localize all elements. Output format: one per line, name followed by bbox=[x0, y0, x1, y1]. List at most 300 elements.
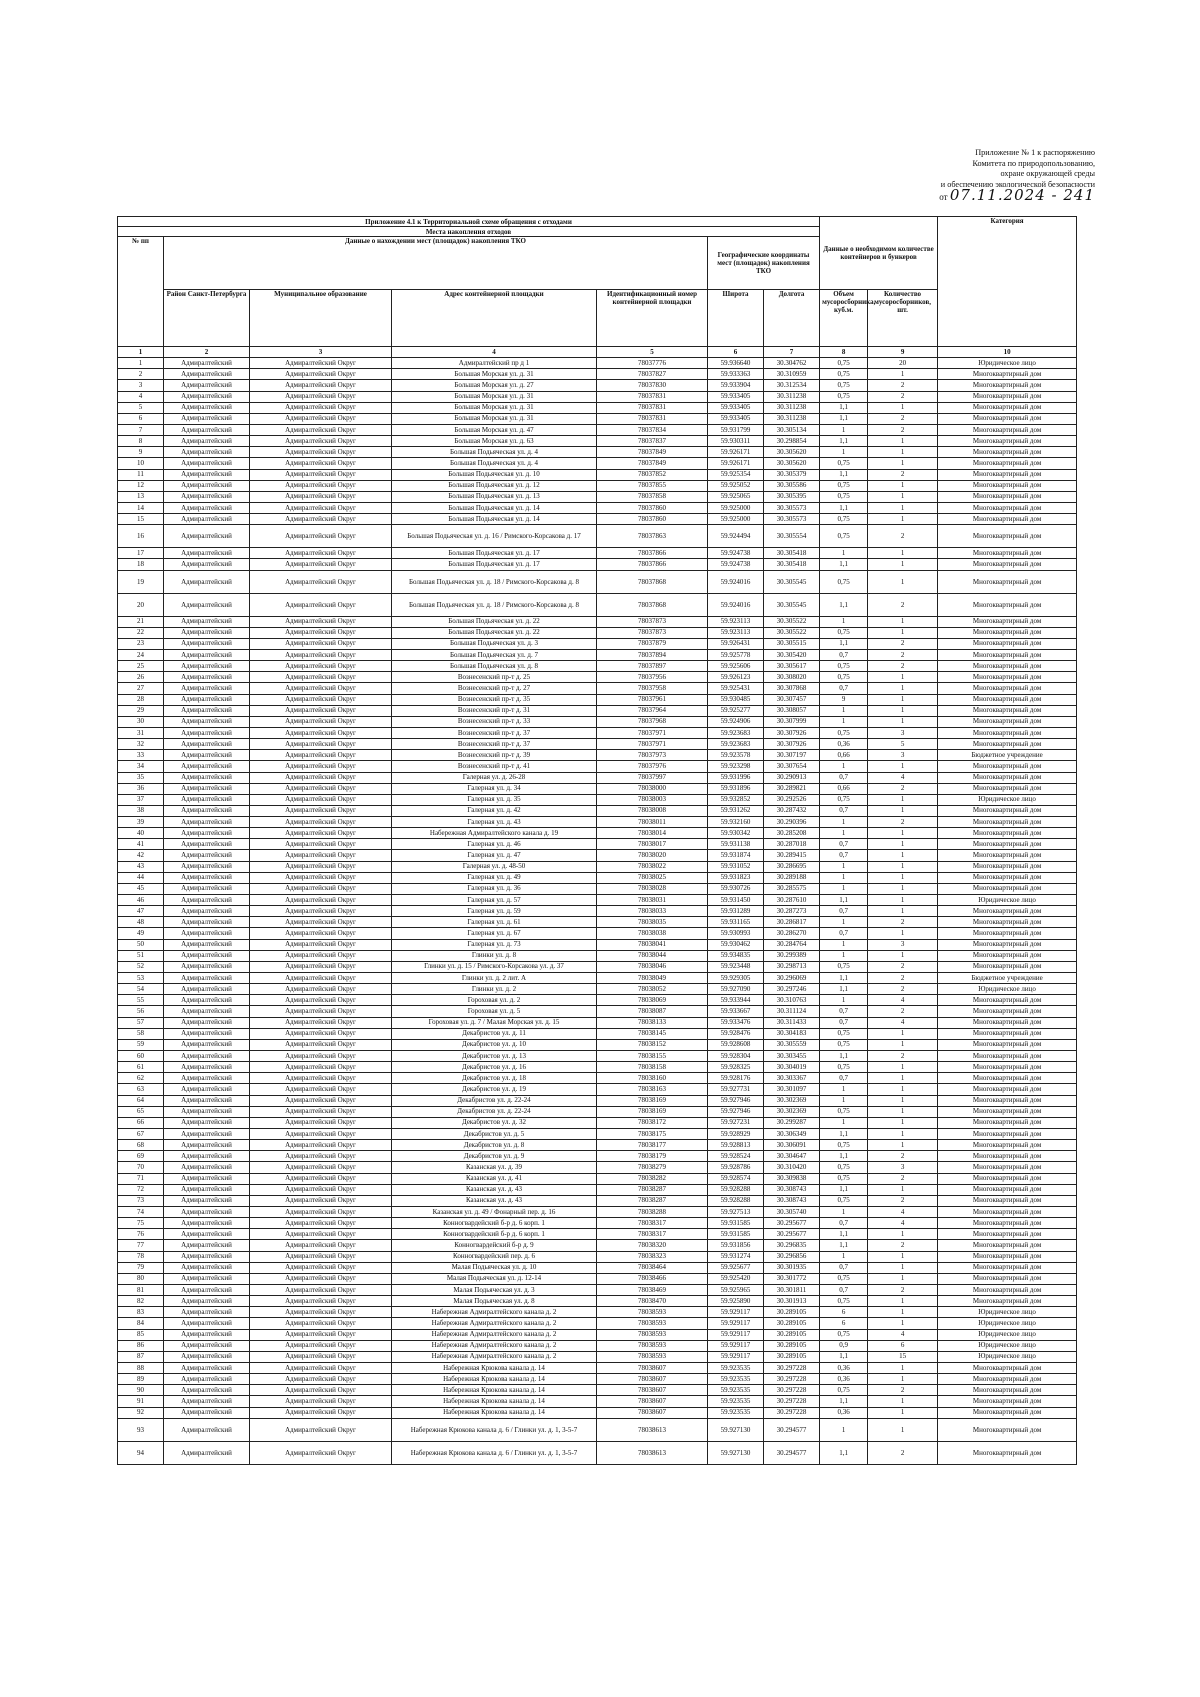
municipality-cell: Адмиралтейский Округ bbox=[250, 649, 392, 660]
container-id-cell: 78037830 bbox=[597, 380, 708, 391]
category-cell: Многоквартирный дом bbox=[938, 906, 1077, 917]
latitude-cell: 59.928524 bbox=[708, 1151, 764, 1162]
container-id-cell: 78038052 bbox=[597, 984, 708, 995]
municipality-cell: Адмиралтейский Округ bbox=[250, 772, 392, 783]
district-cell: Адмиралтейский bbox=[164, 1095, 250, 1106]
district-cell: Адмиралтейский bbox=[164, 380, 250, 391]
longitude-cell: 30.305573 bbox=[764, 502, 820, 513]
municipality-cell: Адмиралтейский Округ bbox=[250, 716, 392, 727]
district-cell: Адмиралтейский bbox=[164, 973, 250, 984]
district-cell: Адмиралтейский bbox=[164, 917, 250, 928]
district-cell: Адмиралтейский bbox=[164, 794, 250, 805]
longitude-cell: 30.305617 bbox=[764, 661, 820, 672]
latitude-cell: 59.931823 bbox=[708, 872, 764, 883]
category-cell: Многоквартирный дом bbox=[938, 1362, 1077, 1373]
container-id-cell: 78037849 bbox=[597, 458, 708, 469]
address-cell: Большая Морская ул. д. 31 bbox=[392, 413, 597, 424]
address-cell: Большая Подьяческая ул. д. 18 / Римского-Корсакова д. 8 bbox=[392, 570, 597, 593]
district-cell: Адмиралтейский bbox=[164, 1084, 250, 1095]
latitude-cell: 59.927946 bbox=[708, 1106, 764, 1117]
district-cell: Адмиралтейский bbox=[164, 1006, 250, 1017]
municipality-cell: Адмиралтейский Округ bbox=[250, 828, 392, 839]
district-cell: Адмиралтейский bbox=[164, 1129, 250, 1140]
category-cell: Многоквартирный дом bbox=[938, 1229, 1077, 1240]
longitude-cell: 30.305134 bbox=[764, 424, 820, 435]
address-cell: Большая Подьяческая ул. д. 17 bbox=[392, 559, 597, 570]
district-cell: Адмиралтейский bbox=[164, 627, 250, 638]
district-cell: Адмиралтейский bbox=[164, 1307, 250, 1318]
district-cell: Адмиралтейский bbox=[164, 502, 250, 513]
category-cell: Юридическое лицо bbox=[938, 895, 1077, 906]
volume-cell: 0,7 bbox=[820, 1218, 868, 1229]
table-row bbox=[118, 1229, 1077, 1240]
row-number: 78 bbox=[118, 1251, 164, 1262]
latitude-cell: 59.924738 bbox=[708, 548, 764, 559]
table-row bbox=[118, 1284, 1077, 1295]
table-row bbox=[118, 369, 1077, 380]
latitude-cell: 59.931896 bbox=[708, 783, 764, 794]
container-id-cell: 78038613 bbox=[597, 1418, 708, 1441]
row-number: 12 bbox=[118, 480, 164, 491]
volume-cell: 1,1 bbox=[820, 593, 868, 616]
district-cell: Адмиралтейский bbox=[164, 828, 250, 839]
address-cell: Казанская ул. д. 43 bbox=[392, 1184, 597, 1195]
district-cell: Адмиралтейский bbox=[164, 1418, 250, 1441]
latitude-cell: 59.933667 bbox=[708, 1006, 764, 1017]
container-id-cell: 78037776 bbox=[597, 358, 708, 369]
header-volume: Объем мусоросборника, куб.м. bbox=[820, 290, 868, 347]
table-row bbox=[118, 616, 1077, 627]
latitude-cell: 59.923113 bbox=[708, 616, 764, 627]
longitude-cell: 30.297228 bbox=[764, 1385, 820, 1396]
row-number: 7 bbox=[118, 424, 164, 435]
table-row bbox=[118, 1340, 1077, 1351]
container-id-cell: 78037971 bbox=[597, 739, 708, 750]
category-cell: Многоквартирный дом bbox=[938, 491, 1077, 502]
address-cell: Набережная Крюкова канала д. 14 bbox=[392, 1385, 597, 1396]
address-cell: Галерная ул. д. 36 bbox=[392, 883, 597, 894]
latitude-cell: 59.923113 bbox=[708, 627, 764, 638]
municipality-cell: Адмиралтейский Округ bbox=[250, 570, 392, 593]
longitude-cell: 30.286270 bbox=[764, 928, 820, 939]
row-number: 77 bbox=[118, 1240, 164, 1251]
category-cell: Многоквартирный дом bbox=[938, 694, 1077, 705]
address-cell: Конногвардейский б-р д. 6 корп. 1 bbox=[392, 1218, 597, 1229]
category-cell: Юридическое лицо bbox=[938, 1329, 1077, 1340]
latitude-cell: 59.923298 bbox=[708, 761, 764, 772]
row-number: 70 bbox=[118, 1162, 164, 1173]
municipality-cell: Адмиралтейский Округ bbox=[250, 1017, 392, 1028]
table-row bbox=[118, 1140, 1077, 1151]
longitude-cell: 30.297246 bbox=[764, 984, 820, 995]
row-number: 93 bbox=[118, 1418, 164, 1441]
volume-cell: 0,75 bbox=[820, 1162, 868, 1173]
volume-cell: 1 bbox=[820, 424, 868, 435]
container-id-cell: 78037855 bbox=[597, 480, 708, 491]
volume-cell: 0,7 bbox=[820, 850, 868, 861]
row-number: 53 bbox=[118, 973, 164, 984]
container-id-cell: 78038172 bbox=[597, 1117, 708, 1128]
table-row bbox=[118, 1329, 1077, 1340]
count-cell: 1 bbox=[868, 1307, 938, 1318]
row-number: 9 bbox=[118, 447, 164, 458]
table-row bbox=[118, 783, 1077, 794]
container-id-cell: 78038470 bbox=[597, 1296, 708, 1307]
address-cell: Декабристов ул. д. 32 bbox=[392, 1117, 597, 1128]
header-container-id: Идентификационный номер контейнерной площадки bbox=[597, 290, 708, 347]
container-id-cell: 78038025 bbox=[597, 872, 708, 883]
municipality-cell: Адмиралтейский Округ bbox=[250, 1407, 392, 1418]
container-id-cell: 78038087 bbox=[597, 1006, 708, 1017]
header-count: Количество мусоросборников, шт. bbox=[868, 290, 938, 347]
municipality-cell: Адмиралтейский Округ bbox=[250, 1418, 392, 1441]
address-cell: Большая Подьяческая ул. д. 10 bbox=[392, 469, 597, 480]
latitude-cell: 59.934835 bbox=[708, 950, 764, 961]
longitude-cell: 30.296069 bbox=[764, 973, 820, 984]
category-cell: Многоквартирный дом bbox=[938, 1206, 1077, 1217]
count-cell: 1 bbox=[868, 794, 938, 805]
longitude-cell: 30.311433 bbox=[764, 1017, 820, 1028]
row-number: 34 bbox=[118, 761, 164, 772]
address-cell: Набережная Адмиралтейского канала д. 2 bbox=[392, 1340, 597, 1351]
table-row bbox=[118, 928, 1077, 939]
district-cell: Адмиралтейский bbox=[164, 514, 250, 525]
column-number: 2 bbox=[164, 347, 250, 358]
container-id-cell: 78037849 bbox=[597, 447, 708, 458]
municipality-cell: Адмиралтейский Округ bbox=[250, 1273, 392, 1284]
category-cell: Многоквартирный дом bbox=[938, 1385, 1077, 1396]
municipality-cell: Адмиралтейский Округ bbox=[250, 950, 392, 961]
municipality-cell: Адмиралтейский Округ bbox=[250, 839, 392, 850]
header-geo: Географические координаты мест (площадок) накопления ТКО bbox=[708, 237, 820, 290]
header-site-data: Данные о нахождении мест (площадок) накопления ТКО bbox=[164, 237, 708, 290]
address-cell: Набережная Крюкова канала д. 14 bbox=[392, 1374, 597, 1385]
count-cell: 6 bbox=[868, 1340, 938, 1351]
category-cell: Многоквартирный дом bbox=[938, 1162, 1077, 1173]
municipality-cell: Адмиралтейский Округ bbox=[250, 1084, 392, 1095]
table-row bbox=[118, 1318, 1077, 1329]
category-cell: Юридическое лицо bbox=[938, 1307, 1077, 1318]
row-number: 58 bbox=[118, 1028, 164, 1039]
longitude-cell: 30.305573 bbox=[764, 514, 820, 525]
row-number: 51 bbox=[118, 950, 164, 961]
table-row bbox=[118, 1062, 1077, 1073]
district-cell: Адмиралтейский bbox=[164, 1106, 250, 1117]
container-id-cell: 78038069 bbox=[597, 995, 708, 1006]
volume-cell: 1 bbox=[820, 1084, 868, 1095]
row-number: 13 bbox=[118, 491, 164, 502]
address-cell: Большая Подьяческая ул. д. 22 bbox=[392, 616, 597, 627]
volume-cell: 0,75 bbox=[820, 570, 868, 593]
column-number: 10 bbox=[938, 347, 1077, 358]
latitude-cell: 59.933904 bbox=[708, 380, 764, 391]
longitude-cell: 30.305418 bbox=[764, 548, 820, 559]
volume-cell: 1,1 bbox=[820, 1184, 868, 1195]
volume-cell: 1,1 bbox=[820, 984, 868, 995]
address-cell: Большая Подьяческая ул. д. 16 / Римского-Корсакова д. 17 bbox=[392, 525, 597, 548]
count-cell: 1 bbox=[868, 491, 938, 502]
address-cell: Глинки ул. д. 2 bbox=[392, 984, 597, 995]
header-district: Район Санкт-Петербурга bbox=[164, 290, 250, 347]
category-cell: Многоквартирный дом bbox=[938, 739, 1077, 750]
header-containers: Данные о необходимом количестве контейнеров и бункеров bbox=[820, 217, 938, 290]
count-cell: 2 bbox=[868, 1051, 938, 1062]
count-cell: 1 bbox=[868, 402, 938, 413]
district-cell: Адмиралтейский bbox=[164, 469, 250, 480]
municipality-cell: Адмиралтейский Округ bbox=[250, 928, 392, 939]
district-cell: Адмиралтейский bbox=[164, 1262, 250, 1273]
municipality-cell: Адмиралтейский Округ bbox=[250, 1240, 392, 1251]
category-cell: Многоквартирный дом bbox=[938, 1039, 1077, 1050]
table-row bbox=[118, 570, 1077, 593]
longitude-cell: 30.287610 bbox=[764, 895, 820, 906]
count-cell: 1 bbox=[868, 1273, 938, 1284]
count-cell: 2 bbox=[868, 1151, 938, 1162]
table-row bbox=[118, 1195, 1077, 1206]
latitude-cell: 59.925778 bbox=[708, 649, 764, 660]
count-cell: 3 bbox=[868, 1162, 938, 1173]
latitude-cell: 59.924494 bbox=[708, 525, 764, 548]
longitude-cell: 30.302369 bbox=[764, 1106, 820, 1117]
latitude-cell: 59.933405 bbox=[708, 402, 764, 413]
row-number: 17 bbox=[118, 548, 164, 559]
address-cell: Большая Подьяческая ул. д. 18 / Римского-Корсакова д. 8 bbox=[392, 593, 597, 616]
address-cell: Набережная Адмиралтейского канала д. 2 bbox=[392, 1318, 597, 1329]
table-row bbox=[118, 1251, 1077, 1262]
longitude-cell: 30.289188 bbox=[764, 872, 820, 883]
longitude-cell: 30.307926 bbox=[764, 727, 820, 738]
count-cell: 1 bbox=[868, 950, 938, 961]
category-cell: Многоквартирный дом bbox=[938, 995, 1077, 1006]
category-cell: Многоквартирный дом bbox=[938, 1106, 1077, 1117]
table-row bbox=[118, 1028, 1077, 1039]
municipality-cell: Адмиралтейский Округ bbox=[250, 391, 392, 402]
category-cell: Многоквартирный дом bbox=[938, 1117, 1077, 1128]
district-cell: Адмиралтейский bbox=[164, 1240, 250, 1251]
count-cell: 4 bbox=[868, 995, 938, 1006]
volume-cell: 1 bbox=[820, 705, 868, 716]
volume-cell: 0,7 bbox=[820, 683, 868, 694]
latitude-cell: 59.930342 bbox=[708, 828, 764, 839]
table-row bbox=[118, 1296, 1077, 1307]
district-cell: Адмиралтейский bbox=[164, 817, 250, 828]
row-number: 68 bbox=[118, 1140, 164, 1151]
address-cell: Галерная ул. д. 48-50 bbox=[392, 861, 597, 872]
municipality-cell: Адмиралтейский Округ bbox=[250, 783, 392, 794]
category-cell: Многоквартирный дом bbox=[938, 649, 1077, 660]
category-cell: Многоквартирный дом bbox=[938, 850, 1077, 861]
latitude-cell: 59.924016 bbox=[708, 593, 764, 616]
latitude-cell: 59.931996 bbox=[708, 772, 764, 783]
district-cell: Адмиралтейский bbox=[164, 850, 250, 861]
category-cell: Многоквартирный дом bbox=[938, 1028, 1077, 1039]
volume-cell: 1,1 bbox=[820, 413, 868, 424]
row-number: 29 bbox=[118, 705, 164, 716]
address-cell: Большая Подьяческая ул. д. 4 bbox=[392, 458, 597, 469]
container-id-cell: 78038031 bbox=[597, 895, 708, 906]
count-cell: 1 bbox=[868, 839, 938, 850]
container-id-cell: 78038028 bbox=[597, 883, 708, 894]
address-cell: Казанская ул. д. 41 bbox=[392, 1173, 597, 1184]
address-cell: Вознесенский пр-т д. 37 bbox=[392, 727, 597, 738]
container-id-cell: 78037831 bbox=[597, 413, 708, 424]
municipality-cell: Адмиралтейский Округ bbox=[250, 861, 392, 872]
container-id-cell: 78038613 bbox=[597, 1441, 708, 1464]
volume-cell: 0,75 bbox=[820, 1273, 868, 1284]
longitude-cell: 30.308743 bbox=[764, 1184, 820, 1195]
category-cell: Многоквартирный дом bbox=[938, 828, 1077, 839]
container-id-cell: 78037868 bbox=[597, 593, 708, 616]
district-cell: Адмиралтейский bbox=[164, 1218, 250, 1229]
address-cell: Вознесенский пр-т д. 41 bbox=[392, 761, 597, 772]
longitude-cell: 30.301097 bbox=[764, 1084, 820, 1095]
row-number: 39 bbox=[118, 817, 164, 828]
longitude-cell: 30.304647 bbox=[764, 1151, 820, 1162]
category-cell: Многоквартирный дом bbox=[938, 1418, 1077, 1441]
table-row bbox=[118, 638, 1077, 649]
address-cell: Галерная ул. д. 61 bbox=[392, 917, 597, 928]
district-cell: Адмиралтейский bbox=[164, 961, 250, 972]
address-cell: Декабристов ул. д. 19 bbox=[392, 1084, 597, 1095]
volume-cell: 0,7 bbox=[820, 1073, 868, 1084]
table-row bbox=[118, 850, 1077, 861]
address-cell: Набережная Адмиралтейского канала д. 2 bbox=[392, 1307, 597, 1318]
municipality-cell: Адмиралтейский Округ bbox=[250, 436, 392, 447]
row-number: 25 bbox=[118, 661, 164, 672]
row-number: 24 bbox=[118, 649, 164, 660]
container-id-cell: 78037837 bbox=[597, 436, 708, 447]
category-cell: Многоквартирный дом bbox=[938, 1073, 1077, 1084]
latitude-cell: 59.933363 bbox=[708, 369, 764, 380]
latitude-cell: 59.925606 bbox=[708, 661, 764, 672]
row-number: 63 bbox=[118, 1084, 164, 1095]
category-cell: Бюджетное учреждение bbox=[938, 973, 1077, 984]
category-cell: Многоквартирный дом bbox=[938, 817, 1077, 828]
latitude-cell: 59.928813 bbox=[708, 1140, 764, 1151]
address-cell: Глинки ул. д. 2 лит. А bbox=[392, 973, 597, 984]
volume-cell: 0,75 bbox=[820, 369, 868, 380]
volume-cell: 0,75 bbox=[820, 1106, 868, 1117]
municipality-cell: Адмиралтейский Округ bbox=[250, 1073, 392, 1084]
volume-cell: 1,1 bbox=[820, 1240, 868, 1251]
header-lat: Широта bbox=[708, 290, 764, 347]
district-cell: Адмиралтейский bbox=[164, 727, 250, 738]
municipality-cell: Адмиралтейский Округ bbox=[250, 1106, 392, 1117]
count-cell: 2 bbox=[868, 469, 938, 480]
table-row bbox=[118, 694, 1077, 705]
longitude-cell: 30.286695 bbox=[764, 861, 820, 872]
address-cell: Большая Подьяческая ул. д. 13 bbox=[392, 491, 597, 502]
row-number: 5 bbox=[118, 402, 164, 413]
container-id-cell: 78038033 bbox=[597, 906, 708, 917]
municipality-cell: Адмиралтейский Округ bbox=[250, 750, 392, 761]
district-cell: Адмиралтейский bbox=[164, 1273, 250, 1284]
category-cell: Многоквартирный дом bbox=[938, 939, 1077, 950]
count-cell: 2 bbox=[868, 783, 938, 794]
table-row bbox=[118, 649, 1077, 660]
category-cell: Многоквартирный дом bbox=[938, 761, 1077, 772]
municipality-cell: Адмиралтейский Округ bbox=[250, 1296, 392, 1307]
latitude-cell: 59.931289 bbox=[708, 906, 764, 917]
category-cell: Многоквартирный дом bbox=[938, 616, 1077, 627]
municipality-cell: Адмиралтейский Округ bbox=[250, 469, 392, 480]
count-cell: 2 bbox=[868, 593, 938, 616]
municipality-cell: Адмиралтейский Округ bbox=[250, 1039, 392, 1050]
address-cell: Декабристов ул. д. 11 bbox=[392, 1028, 597, 1039]
table-row bbox=[118, 872, 1077, 883]
longitude-cell: 30.289105 bbox=[764, 1318, 820, 1329]
container-id-cell: 78038133 bbox=[597, 1017, 708, 1028]
row-number: 22 bbox=[118, 627, 164, 638]
longitude-cell: 30.305420 bbox=[764, 649, 820, 660]
count-cell: 3 bbox=[868, 750, 938, 761]
municipality-cell: Адмиралтейский Округ bbox=[250, 502, 392, 513]
municipality-cell: Адмиралтейский Округ bbox=[250, 872, 392, 883]
volume-cell: 1 bbox=[820, 950, 868, 961]
address-cell: Гороховая ул. д. 2 bbox=[392, 995, 597, 1006]
category-cell: Юридическое лицо bbox=[938, 794, 1077, 805]
volume-cell: 0,36 bbox=[820, 1362, 868, 1373]
address-cell: Большая Подьяческая ул. д. 14 bbox=[392, 502, 597, 513]
volume-cell: 0,36 bbox=[820, 739, 868, 750]
volume-cell: 1 bbox=[820, 995, 868, 1006]
table-row bbox=[118, 1374, 1077, 1385]
latitude-cell: 59.923578 bbox=[708, 750, 764, 761]
longitude-cell: 30.285575 bbox=[764, 883, 820, 894]
category-cell: Многоквартирный дом bbox=[938, 480, 1077, 491]
longitude-cell: 30.304183 bbox=[764, 1028, 820, 1039]
latitude-cell: 59.933944 bbox=[708, 995, 764, 1006]
district-cell: Адмиралтейский bbox=[164, 1039, 250, 1050]
category-cell: Многоквартирный дом bbox=[938, 458, 1077, 469]
longitude-cell: 30.289105 bbox=[764, 1329, 820, 1340]
container-id-cell: 78038593 bbox=[597, 1351, 708, 1362]
row-number: 6 bbox=[118, 413, 164, 424]
row-number: 41 bbox=[118, 839, 164, 850]
longitude-cell: 30.305418 bbox=[764, 559, 820, 570]
address-cell: Набережная Крюкова канала д. 6 / Глинки ул. д. 1, 3-5-7 bbox=[392, 1418, 597, 1441]
volume-cell: 1,1 bbox=[820, 973, 868, 984]
container-id-cell: 78038175 bbox=[597, 1129, 708, 1140]
longitude-cell: 30.296835 bbox=[764, 1240, 820, 1251]
container-id-cell: 78037879 bbox=[597, 638, 708, 649]
container-id-cell: 78038607 bbox=[597, 1385, 708, 1396]
longitude-cell: 30.304762 bbox=[764, 358, 820, 369]
longitude-cell: 30.295677 bbox=[764, 1218, 820, 1229]
latitude-cell: 59.931138 bbox=[708, 839, 764, 850]
row-number: 87 bbox=[118, 1351, 164, 1362]
volume-cell: 1,1 bbox=[820, 1351, 868, 1362]
container-id-cell: 78038179 bbox=[597, 1151, 708, 1162]
table-row bbox=[118, 1362, 1077, 1373]
category-cell: Многоквартирный дом bbox=[938, 402, 1077, 413]
count-cell: 1 bbox=[868, 502, 938, 513]
container-id-cell: 78038177 bbox=[597, 1140, 708, 1151]
latitude-cell: 59.925890 bbox=[708, 1296, 764, 1307]
table-row bbox=[118, 1073, 1077, 1084]
table-row bbox=[118, 1006, 1077, 1017]
container-id-cell: 78037973 bbox=[597, 750, 708, 761]
address-cell: Вознесенский пр-т д. 39 bbox=[392, 750, 597, 761]
table-row bbox=[118, 761, 1077, 772]
volume-cell: 0,66 bbox=[820, 783, 868, 794]
row-number: 21 bbox=[118, 616, 164, 627]
container-id-cell: 78038317 bbox=[597, 1218, 708, 1229]
category-cell: Юридическое лицо bbox=[938, 1318, 1077, 1329]
latitude-cell: 59.924016 bbox=[708, 570, 764, 593]
container-id-cell: 78038287 bbox=[597, 1184, 708, 1195]
row-number: 72 bbox=[118, 1184, 164, 1195]
